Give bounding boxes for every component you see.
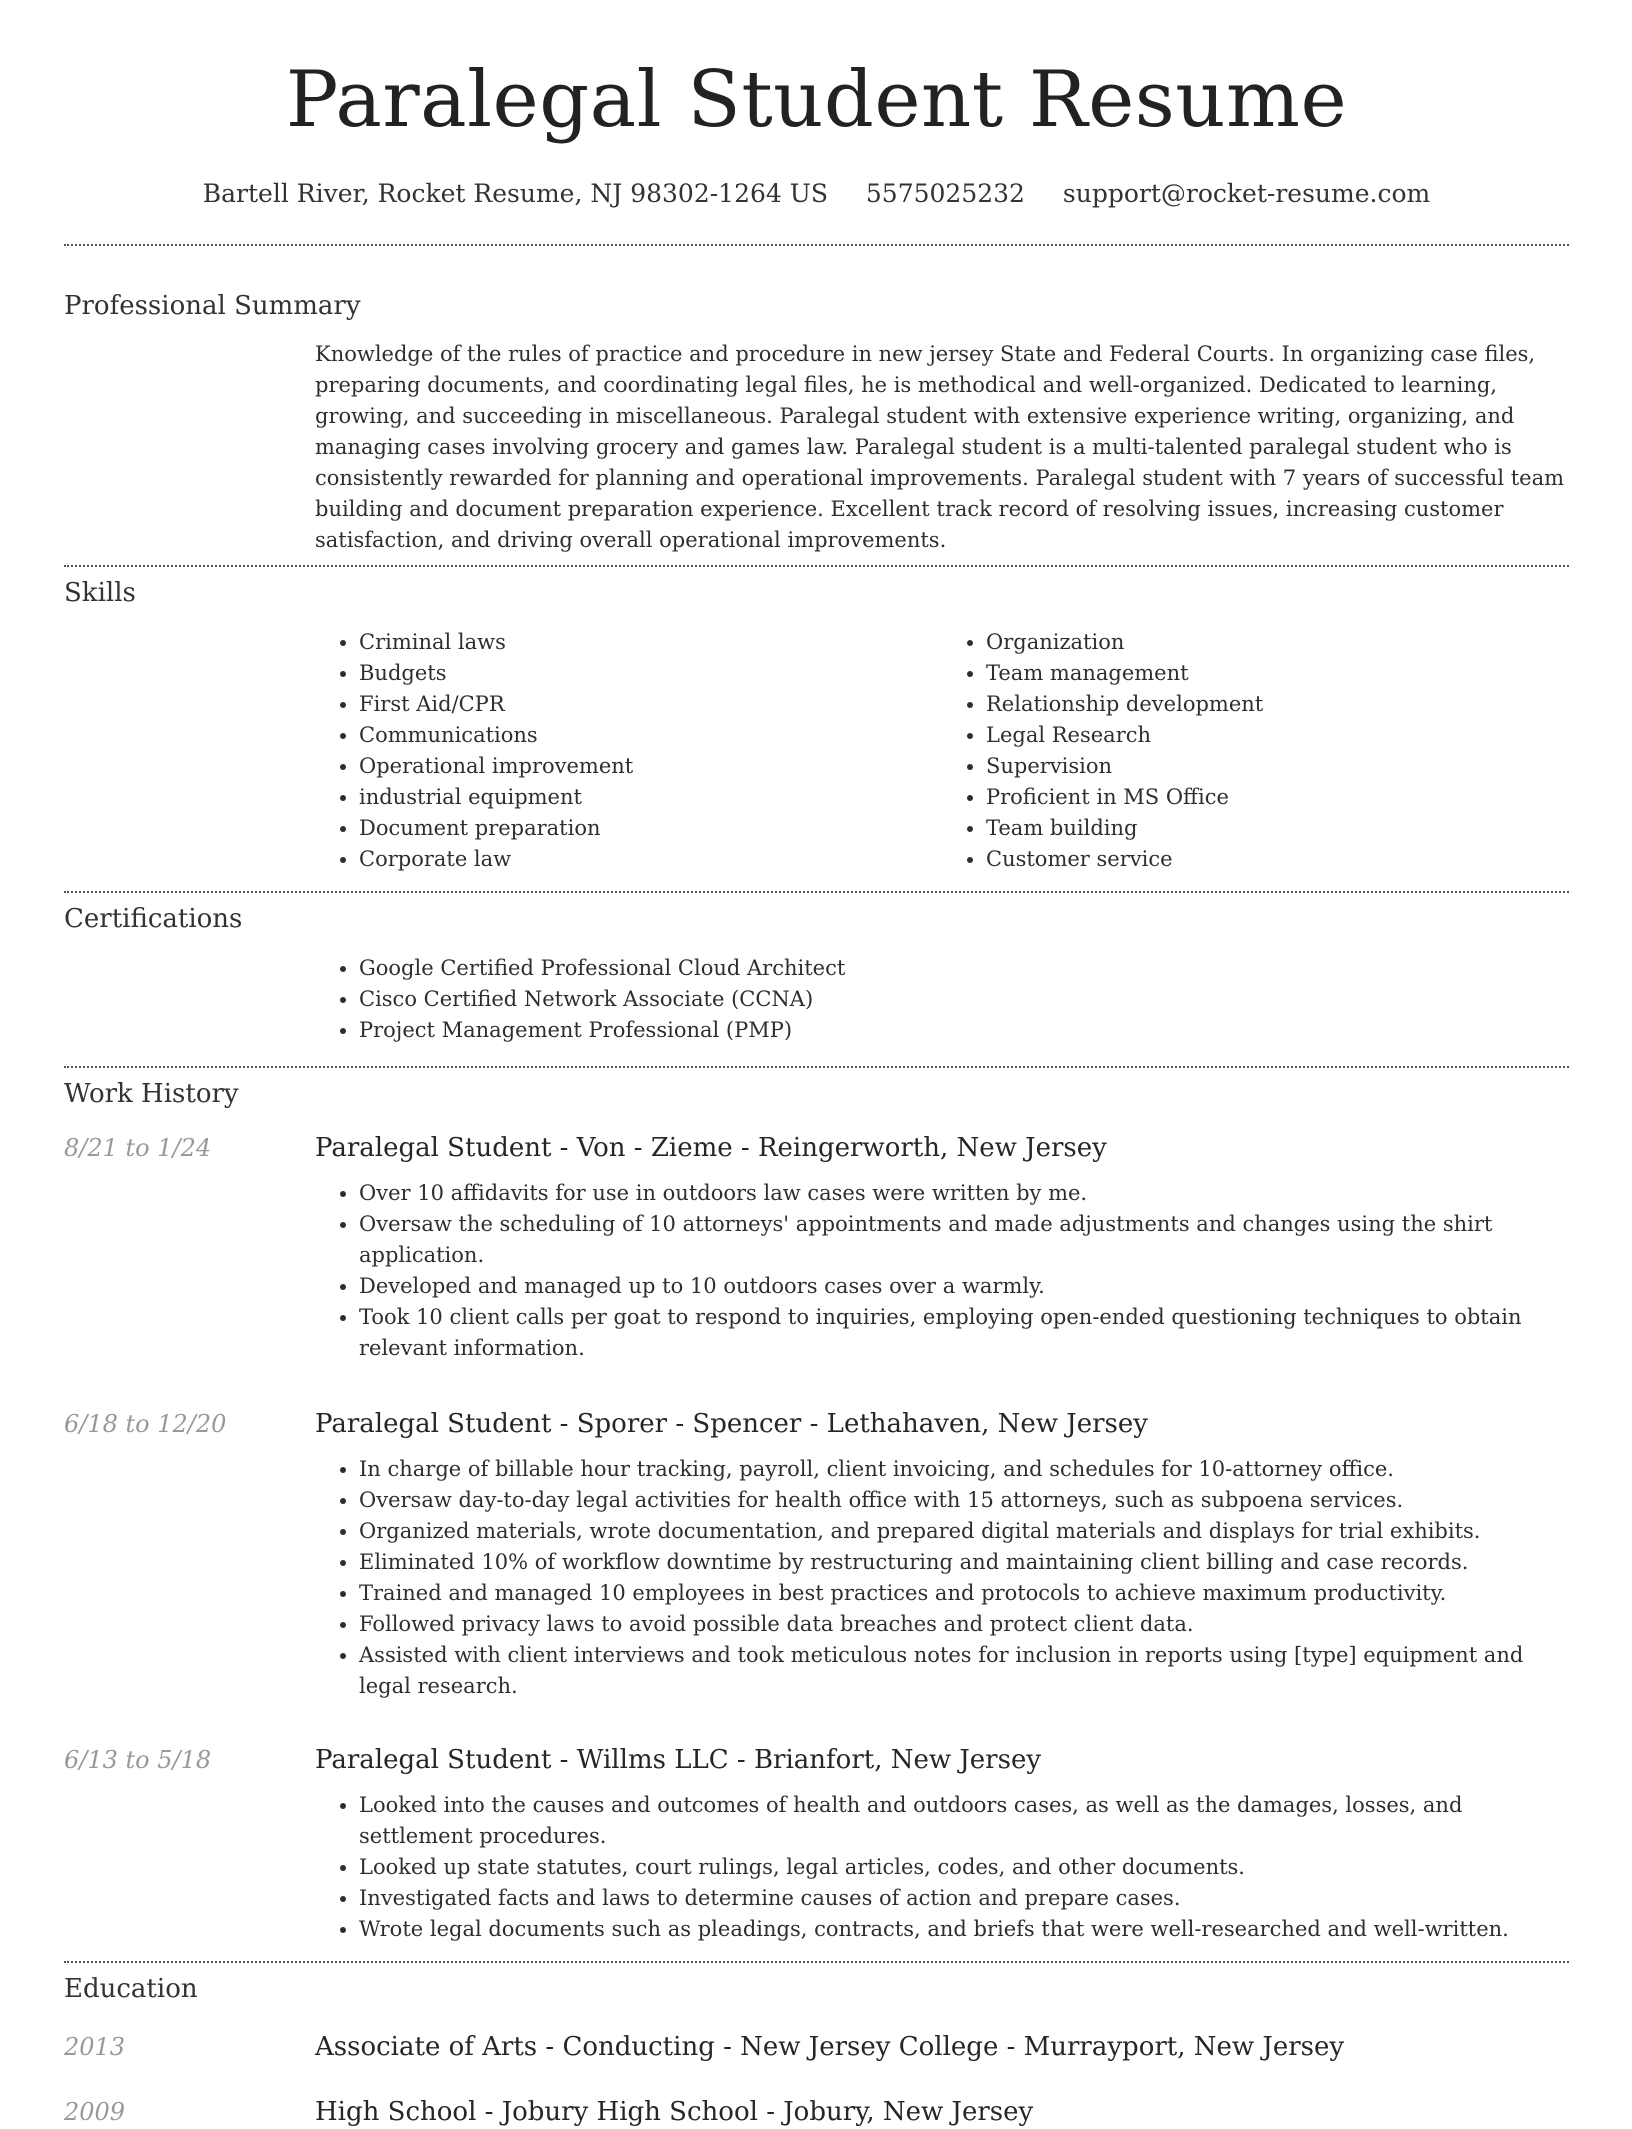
- skill-item: • Operational improvement: [359, 751, 942, 782]
- summary-heading: Professional Summary: [64, 291, 361, 321]
- divider: [64, 244, 1569, 246]
- job-date: 6/13 to 5/18: [64, 1746, 212, 1774]
- job-bullet: • Trained and managed 10 employees in best practices and protocols to achieve maximum productivity.: [359, 1578, 1569, 1609]
- contact-phone: 5575025232: [865, 179, 1025, 208]
- certification-item: • Cisco Certified Network Associate (CCNA): [359, 984, 1569, 1015]
- skill-item: • Budgets: [359, 658, 942, 689]
- job-bullet: • Looked up state statutes, court rulings, legal articles, codes, and other documents.: [359, 1852, 1569, 1883]
- summary-section: [64, 289, 1569, 556]
- job-bullets: [315, 1790, 1569, 1945]
- contact-line: [64, 178, 1569, 210]
- job-bullet-list: [315, 1454, 1569, 1702]
- skill-item: • Corporate law: [359, 844, 942, 875]
- summary-body: [315, 339, 1569, 556]
- job-bullet: • Investigated facts and laws to determine causes of action and prepare cases.: [359, 1883, 1569, 1914]
- job-title: Paralegal Student - Von - Zieme - Reingerworth, New Jersey: [315, 1133, 1107, 1163]
- job-date: 8/21 to 1/24: [64, 1134, 212, 1162]
- job-bullet: • Followed privacy laws to avoid possible data breaches and protect client data.: [359, 1609, 1569, 1640]
- contact-address: Bartell River, Rocket Resume, NJ 98302-1264 US: [202, 179, 828, 208]
- skill-item: • Customer service: [986, 844, 1569, 875]
- skills-left-list: [315, 627, 942, 875]
- skill-item: • Criminal laws: [359, 627, 942, 658]
- job-bullet: • Organized materials, wrote documentation, and prepared digital materials and displays for trial exhibits.: [359, 1516, 1569, 1547]
- job-bullet: • Looked into the causes and outcomes of health and outdoors cases, as well as the damages, losses, and settlement procedures.: [359, 1790, 1569, 1852]
- skill-item: • Proficient in MS Office: [986, 782, 1569, 813]
- education-heading: Education: [64, 1974, 198, 2004]
- work-heading: Work History: [64, 1079, 239, 1109]
- resume-title: Paralegal Student Resume: [285, 55, 1348, 145]
- contact-email: support@rocket-resume.com: [1062, 179, 1431, 208]
- skill-item: • Team building: [986, 813, 1569, 844]
- divider: [64, 1066, 1569, 1068]
- education-title: High School - Jobury High School - Jobury, New Jersey: [315, 2097, 1034, 2127]
- job-bullet: • Over 10 affidavits for use in outdoors law cases were written by me.: [359, 1178, 1569, 1209]
- job-bullet: • Wrote legal documents such as pleadings, contracts, and briefs that were well-researched and well-written.: [359, 1914, 1569, 1945]
- resume-page: [64, 0, 1569, 2129]
- skills-columns: [315, 627, 1569, 875]
- skills-section: [64, 576, 1569, 875]
- education-section: [64, 1972, 1569, 2129]
- divider: [64, 891, 1569, 893]
- job-header: [64, 1131, 1569, 1165]
- job-header: [64, 1407, 1569, 1441]
- skill-item: • Communications: [359, 720, 942, 751]
- work-section: [64, 1077, 1569, 1945]
- job-date: 6/18 to 12/20: [64, 1410, 227, 1438]
- job-bullet: • Developed and managed up to 10 outdoors cases over a warmly.: [359, 1271, 1569, 1302]
- job-title: Paralegal Student - Sporer - Spencer - Lethahaven, New Jersey: [315, 1409, 1148, 1439]
- skill-item: • Relationship development: [986, 689, 1569, 720]
- certification-item: • Google Certified Professional Cloud Architect: [359, 953, 1569, 984]
- skill-item: • Team management: [986, 658, 1569, 689]
- job-bullet-list: [315, 1178, 1569, 1364]
- skill-item: • Document preparation: [359, 813, 942, 844]
- job-header: [64, 1743, 1569, 1777]
- job-bullet: • Eliminated 10% of workflow downtime by restructuring and maintaining client billing and case records.: [359, 1547, 1569, 1578]
- skills-heading: Skills: [64, 578, 136, 608]
- skills-right-list: [942, 627, 1569, 875]
- job-entry: [64, 1131, 1569, 1364]
- job-entry: [64, 1743, 1569, 1945]
- education-date: 2009: [64, 2098, 126, 2126]
- education-entry: [64, 2095, 1569, 2129]
- job-bullet: • In charge of billable hour tracking, payroll, client invoicing, and schedules for 10-attorney office.: [359, 1454, 1569, 1485]
- education-entry: [64, 2030, 1569, 2064]
- certifications-heading: Certifications: [64, 904, 243, 934]
- job-bullet: • Oversaw day-to-day legal activities for health office with 15 attorneys, such as subpoena services.: [359, 1485, 1569, 1516]
- divider: [64, 565, 1569, 567]
- summary-text: Knowledge of the rules of practice and procedure in new jersey State and Federal Courts. In organizing case files, preparing documents, and coordinating legal files, he is methodical and well-organized. Dedicated to learning, growing, and succeeding in miscellaneous. Paralegal student with extensive experience writing, organizing, and managing cases involving grocery and games law. Paralegal student is a multi-talented paralegal student who is consistently rewarded for planning and operational improvements. Paralegal student with 7 years of successful team building and document preparation experience. Excellent track record of resolving issues, increasing customer satisfaction, and driving overall operational improvements.: [315, 342, 1565, 552]
- certification-item: • Project Management Professional (PMP): [359, 1015, 1569, 1046]
- skill-item: • Supervision: [986, 751, 1569, 782]
- job-bullets: [315, 1454, 1569, 1702]
- education-date: 2013: [64, 2033, 126, 2061]
- certifications-body: [315, 953, 1569, 1046]
- job-bullet: • Oversaw the scheduling of 10 attorneys' appointments and made adjustments and changes using the shirt application.: [359, 1209, 1569, 1271]
- skill-item: • First Aid/CPR: [359, 689, 942, 720]
- certifications-list: [315, 953, 1569, 1046]
- job-bullet: • Assisted with client interviews and took meticulous notes for inclusion in reports using [type] equipment and legal research.: [359, 1640, 1569, 1702]
- job-bullet-list: [315, 1790, 1569, 1945]
- certifications-section: [64, 902, 1569, 1046]
- job-bullet: • Took 10 client calls per goat to respond to inquiries, employing open-ended questioning techniques to obtain relevant information.: [359, 1302, 1569, 1364]
- education-title: Associate of Arts - Conducting - New Jersey College - Murrayport, New Jersey: [315, 2032, 1345, 2062]
- divider: [64, 1961, 1569, 1963]
- skill-item: • Legal Research: [986, 720, 1569, 751]
- job-bullets: [315, 1178, 1569, 1364]
- job-title: Paralegal Student - Willms LLC - Brianfort, New Jersey: [315, 1745, 1042, 1775]
- skill-item: • industrial equipment: [359, 782, 942, 813]
- skill-item: • Organization: [986, 627, 1569, 658]
- job-entry: [64, 1407, 1569, 1702]
